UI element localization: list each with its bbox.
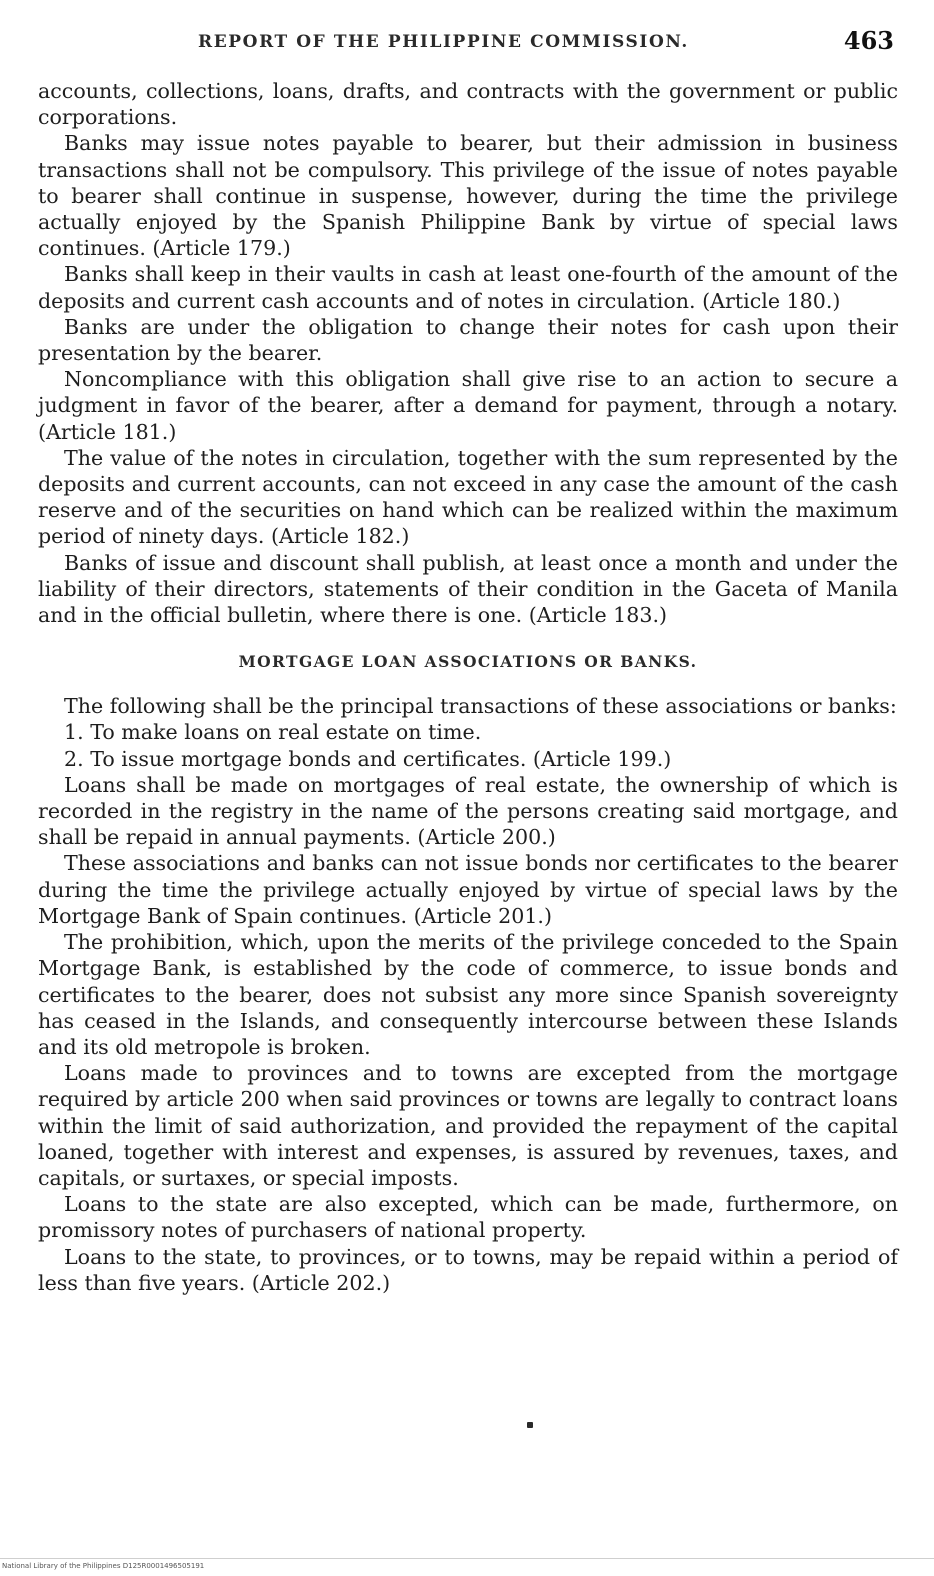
paragraph: Loans shall be made on mortgages of real estate, the ownership of which is recorded in the registry in the name of the persons creating said mortgage, and shall be repaid in annual payments. (Article 200.) bbox=[38, 772, 898, 850]
running-title: REPORT OF THE PHILIPPINE COMMISSION. bbox=[198, 32, 689, 52]
paragraph: These associations and banks can not issue bonds nor certificates to the bearer during the time the privilege actually enjoyed by virtue of special laws by the Mortgage Bank of Spain continues. (Article 201.) bbox=[38, 851, 898, 928]
paragraph: Loans made to provinces and to towns are excepted from the mortgage required by article 200 when said provinces or towns are legally to contract loans within the limit of said authorization, and provided the repayment of the capital loaned, together with interest and expenses, is assured by revenues, taxes, and capitals, or surtaxes, or special imposts. bbox=[38, 1061, 898, 1190]
end-ornament-icon bbox=[527, 1422, 533, 1428]
section-intro: The following shall be the principal transactions of these associations or banks: bbox=[64, 694, 897, 719]
paragraph: Banks shall keep in their vaults in cash at least one-fourth of the amount of the deposits and current cash accounts and of notes in circulation. (Article 180.) bbox=[38, 262, 898, 313]
list-item: 2. To issue mortgage bonds and certificates. (Article 199.) bbox=[64, 746, 672, 771]
running-header bbox=[38, 24, 898, 58]
paragraph: Loans to the state are also excepted, which can be made, furthermore, on promissory notes of purchasers of national property. bbox=[38, 1192, 898, 1243]
document-page bbox=[38, 24, 898, 1296]
footer-divider bbox=[0, 1558, 934, 1559]
paragraph: Banks may issue notes payable to bearer, but their admission in business transactions shall not be compulsory. This privilege of the issue of notes payable to bearer shall continue in suspense, however, during the time the privilege actually enjoyed by the Spanish Philippine Bank by virtue of special laws continues. (Article 179.) bbox=[38, 131, 898, 261]
page-number: 463 bbox=[843, 26, 894, 55]
paragraph: accounts, collections, loans, drafts, and contracts with the government or public corporations. bbox=[38, 79, 898, 130]
list-item: 1. To make loans on real estate on time. bbox=[64, 720, 482, 745]
paragraph: Banks are under the obligation to change their notes for cash upon their presentation by the bearer. bbox=[38, 314, 898, 366]
section-heading: MORTGAGE LOAN ASSOCIATIONS OR BANKS. bbox=[238, 652, 698, 672]
body-text bbox=[38, 78, 898, 1296]
paragraph: Banks of issue and discount shall publish, at least once a month and under the liability of their directors, statements of their condition in the Gaceta of Manila and in the official bulletin, where there is one. (Article 183.) bbox=[38, 550, 898, 628]
paragraph: Noncompliance with this obligation shall give rise to an action to secure a judgment in favor of the bearer, after a demand for payment, through a notary. (Article 181.) bbox=[38, 367, 898, 444]
paragraph: The value of the notes in circulation, together with the sum represented by the deposits and current accounts, can not exceed in any case the amount of the cash reserve and of the securities on hand which can be realized within the maximum period of ninety days. (Article 182.) bbox=[38, 445, 898, 549]
paragraph: The prohibition, which, upon the merits of the privilege conceded to the Spain Mortgage Bank, is established by the code of commerce, to issue bonds and certificates to the bearer, does not subsist any more since Spanish sovereignty has ceased in the Islands, and consequently intercourse between these Islands and its old metropole is broken. bbox=[38, 930, 898, 1059]
paragraph: Loans to the state, to provinces, or to towns, may be repaid within a period of less than five years. (Article 202.) bbox=[38, 1244, 898, 1295]
footer-credit: National Library of the Philippines D125R0001496505191 bbox=[2, 1562, 205, 1570]
